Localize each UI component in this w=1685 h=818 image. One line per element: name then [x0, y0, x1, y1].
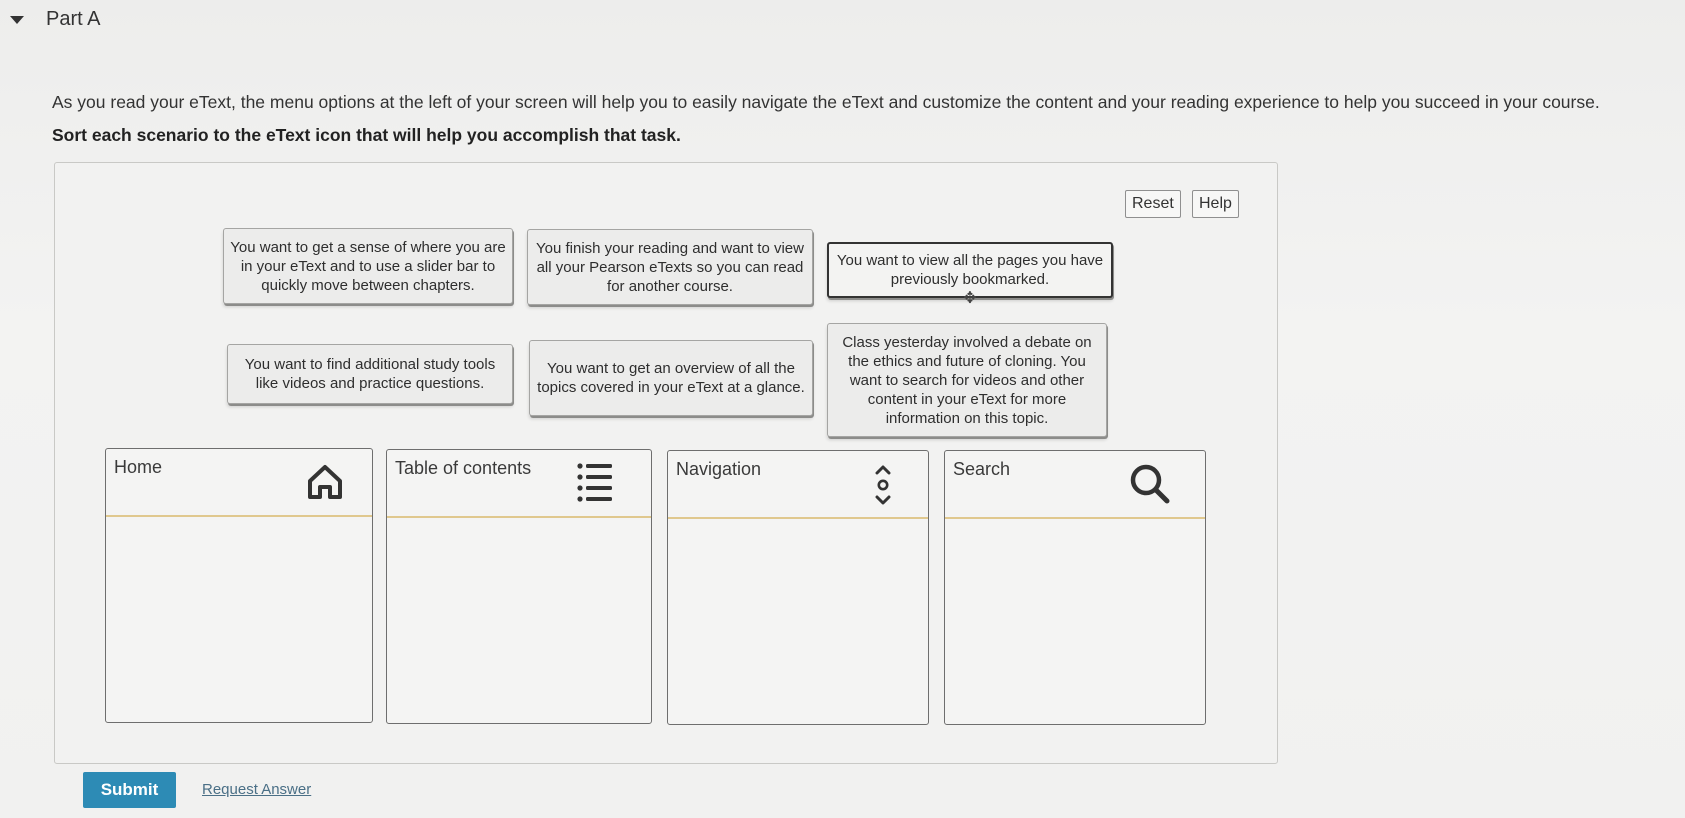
bucket-header — [945, 451, 1205, 519]
drop-zone[interactable] — [668, 519, 928, 724]
scenario-card-text: You want to get a sense of where you are in your eText and to use a slider bar to quickly move between chapters. — [230, 238, 506, 294]
scenario-card-text: You finish your reading and want to view all your Pearson eTexts so you can read for another course. — [536, 239, 804, 295]
bucket-label: Navigation — [676, 459, 762, 479]
sorting-activity — [54, 162, 1278, 764]
scenario-card[interactable] — [827, 323, 1107, 437]
navigation-icon — [874, 463, 892, 512]
scenario-card-text: Class yesterday involved a debate on the ethics and future of cloning. You want to search for videos and other content in your eText for more information on this topic. — [842, 333, 1092, 427]
submit-button[interactable]: Submit — [83, 772, 176, 808]
search-icon — [1127, 461, 1173, 512]
scenario-card[interactable] — [527, 229, 813, 305]
list-icon — [575, 460, 615, 511]
scenario-card[interactable] — [529, 340, 813, 416]
scenario-card-text: You want to find additional study tools like videos and practice questions. — [244, 356, 496, 392]
scenario-card[interactable] — [223, 228, 513, 304]
bucket-search[interactable] — [944, 450, 1206, 725]
home-icon — [304, 461, 346, 508]
bucket-header — [106, 449, 372, 517]
drop-zone[interactable] — [106, 517, 372, 722]
scenario-card-text: You want to get an overview of all the topics covered in your eText at a glance. — [537, 360, 805, 396]
bucket-home[interactable] — [105, 448, 373, 723]
bucket-table-of-contents[interactable] — [386, 449, 652, 724]
part-a-header[interactable] — [10, 8, 100, 31]
move-cursor-icon: ✥ — [963, 290, 977, 307]
help-button[interactable]: Help — [1192, 190, 1239, 218]
bucket-label: Home — [114, 457, 163, 477]
scenario-card[interactable] — [227, 344, 513, 404]
drop-zone[interactable] — [945, 519, 1205, 724]
reset-button[interactable]: Reset — [1125, 190, 1181, 218]
drop-zone[interactable] — [387, 518, 651, 723]
bucket-navigation[interactable] — [667, 450, 929, 725]
intro-text: As you read your eText, the menu options at the left of your screen will help you to easily navigate the eText and customize the content and your reading experience to help you succeed in your course. — [52, 92, 1600, 112]
bucket-header — [387, 450, 651, 518]
instruction-text: Sort each scenario to the eText icon that will help you accomplish that task. — [52, 125, 681, 145]
bucket-label: Search — [953, 459, 1011, 479]
bucket-header — [668, 451, 928, 519]
bucket-label: Table of contents — [395, 458, 532, 478]
request-answer-link[interactable]: Request Answer — [202, 781, 312, 798]
scenario-card[interactable] — [827, 242, 1113, 307]
part-title: Part A — [46, 8, 101, 30]
collapse-caret-icon[interactable] — [10, 16, 24, 24]
scenario-card-text: You want to view all the pages you have previously bookmarked. — [836, 252, 1104, 288]
